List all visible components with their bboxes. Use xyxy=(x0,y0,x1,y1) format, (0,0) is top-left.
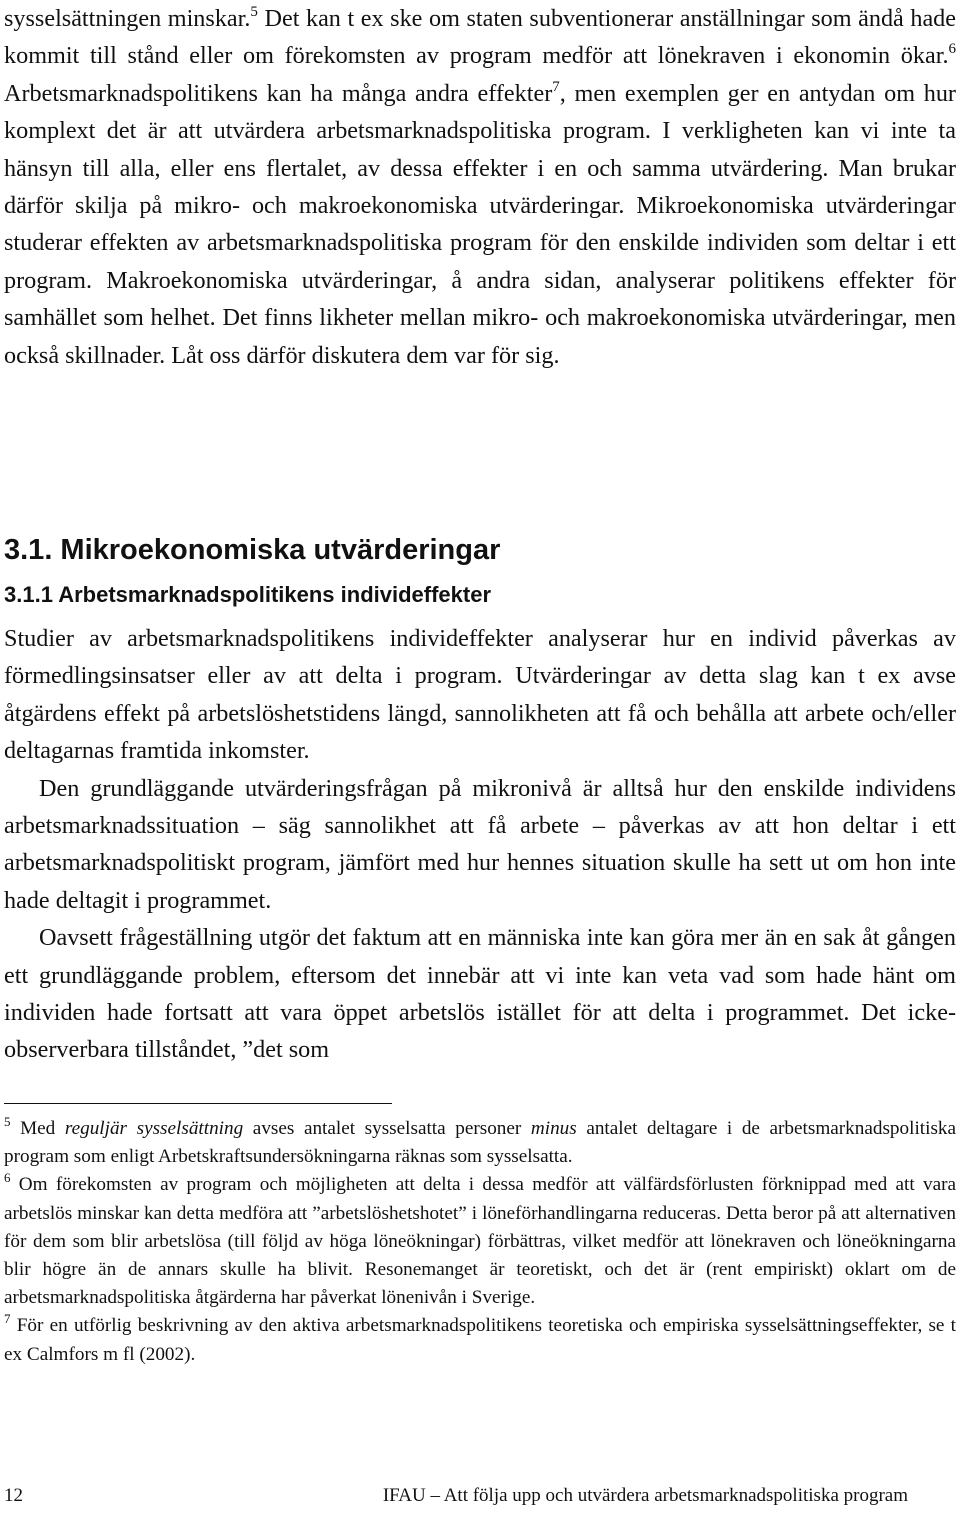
paragraph: Oavsett frågeställning utgör det faktum att en människa inte kan göra mer än en sak åt gången ett grundläggande problem, eftersom det innebär att vi inte kan veta vad som hade hänt om individen hade fortsatt att vara öppet arbetslös istället för att delta i programmet. Det icke-observerbara tillståndet, ”det som xyxy=(4,924,956,1064)
footnote-ref-7[interactable]: 7 xyxy=(552,78,560,95)
footnote-text: antalet deltagare i de arbetsmarknadspolitiska program som enligt Arbetskraftsundersökningarna räknas som sysselsatta. xyxy=(4,1118,957,1168)
continuation-text: Det kan t ex ske om staten subventionerar anställningar som ändå hade kommit till stånd eller om förekomsten av program medför att lönekraven i ekonomin ökar. xyxy=(4,5,957,70)
footnote-text: För en utförlig beskrivning av den aktiva arbetsmarknadspolitikens teoretiska och empiriska sysselsättningseffekter, se t ex Calmfors m fl (2002). xyxy=(4,1315,956,1365)
footnote-6 xyxy=(4,1171,956,1312)
footnote-ref-6[interactable]: 6 xyxy=(948,41,956,58)
footnote-divider xyxy=(4,1103,392,1104)
running-title: IFAU – Att följa upp och utvärdera arbetsmarknadspolitiska program xyxy=(382,1485,908,1506)
footnote-text: Med xyxy=(10,1118,65,1139)
page-number: 12 xyxy=(4,1485,23,1506)
paragraph: Den grundläggande utvärderingsfrågan på mikronivå är alltså hur den enskilde individens arbetsmarknadssituation – säg sannolikhet att få arbete – påverkas av att hon deltar i ett arbetsmarknadspolitiskt program, jämfört med hur hennes situation skulle ha sett ut om hon inte hade deltagit i programmet. xyxy=(4,774,956,914)
continuation-text: sysselsättningen minskar. xyxy=(4,5,251,32)
section-body xyxy=(4,620,956,1069)
footnote-number: 5 xyxy=(4,1114,11,1129)
footnote-5 xyxy=(4,1115,956,1171)
footnote-number: 6 xyxy=(4,1170,11,1186)
paragraph: Studier av arbetsmarknadspolitikens individeffekter analyserar hur en individ påverkas av förmedlingsinsatser eller av att delta i program. Utvärderingar av detta slag kan t ex avse åtgärdens effekt på arbetslöshetstidens längd, sannolikheten att få och behålla att arbete och/eller deltagarnas framtida inkomster. xyxy=(4,625,956,765)
section-heading: 3.1. Mikroekonomiska utvärderingar xyxy=(4,534,501,566)
subsection-heading: 3.1.1 Arbetsmarknadspolitikens individeffekter xyxy=(4,582,492,607)
footnotes xyxy=(4,1115,956,1369)
footnote-emphasis: minus xyxy=(530,1118,577,1139)
footnote-number: 7 xyxy=(4,1311,11,1327)
continuation-paragraph xyxy=(4,0,956,374)
continuation-text: Arbetsmarknadspolitikens kan ha många andra effekter xyxy=(4,79,553,107)
footnote-text: Om förekomsten av program och möjligheten att delta i dessa medför att välfärdsförlusten förknippad med att vara arbetslös minskar kan detta medföra att ”arbetslöshetshotet” i löneförhandlingarna reduceras. Detta beror på att alternativen för dem som blir arbetslösa (till följd av höga löneökningar) förbättras, vilket medför att lönekraven och löneökningarna blir högre än de annars skulle ha blivit. Resonemanget är teoretiskt, och det är (rent empiriskt) oklart om de arbetsmarknadspolitiska åtgärderna har påverkat lönenivån i Sverige. xyxy=(4,1174,956,1309)
footnote-text: avses antalet sysselsatta personer xyxy=(243,1118,531,1139)
continuation-text: , men exemplen ger en antydan om hur komplext det är att utvärdera arbetsmarknadspolitiska program. I verkligheten kan vi inte ta hänsyn till alla, eller ens flertalet, av dessa effekter i en och samma utvärdering. Man brukar därför skilja på mikro- och makroekonomiska utvärderingar. Mikroekonomiska utvärderingar studerar effekten av arbetsmarknadspolitiska program för den enskilde individen som deltar i ett program. Makroekonomiska utvärderingar, å andra sidan, analyserar politikens effekter för samhället som helhet. Det finns likheter mellan mikro- och makroekonomiska utvärderingar, men också skillnader. Låt oss därför diskutera dem var för sig. xyxy=(4,79,956,369)
footnote-ref-5[interactable]: 5 xyxy=(250,4,258,20)
footnote-7 xyxy=(4,1312,956,1368)
footnote-emphasis: reguljär sysselsättning xyxy=(64,1118,244,1139)
